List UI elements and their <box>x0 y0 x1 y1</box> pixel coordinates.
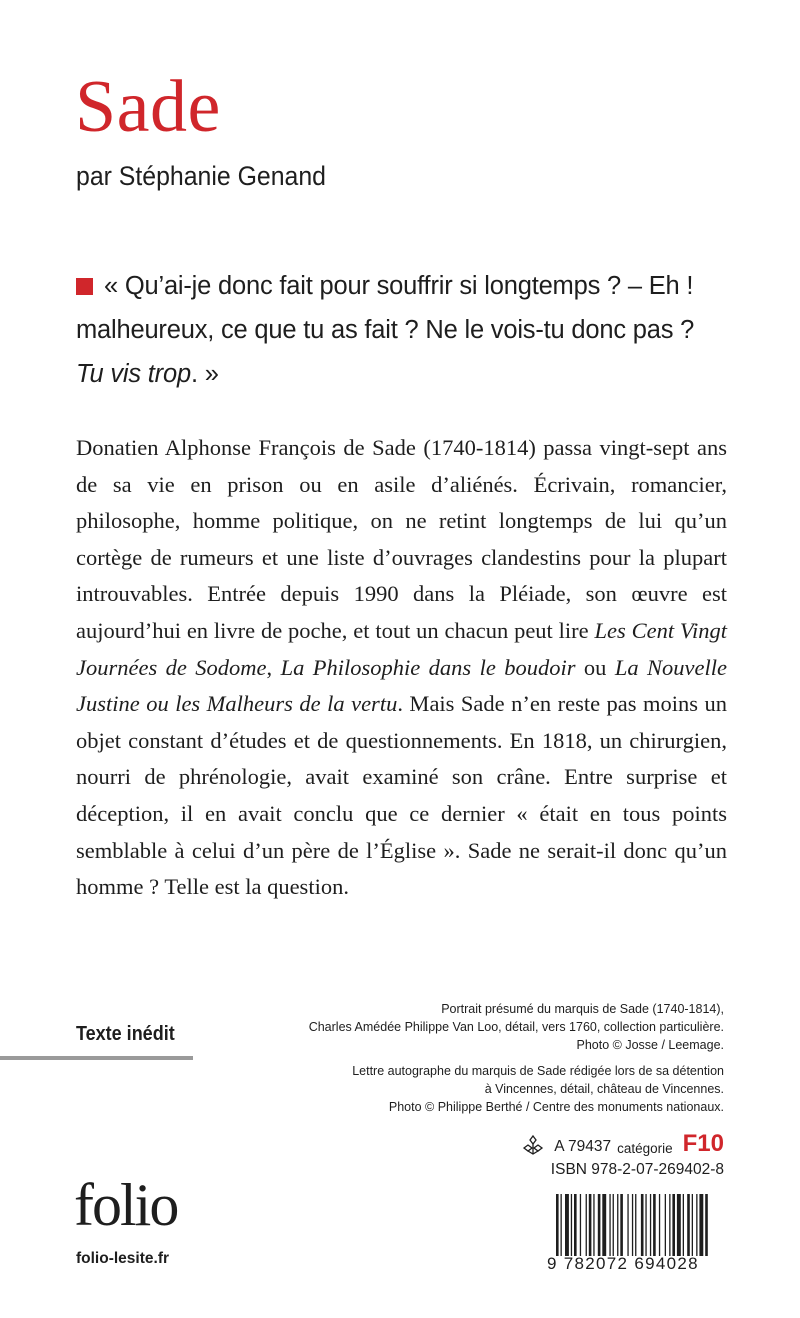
back-cover-blurb <box>76 430 727 906</box>
quote-line-2: malheureux, ce que tu as fait ? Ne le vois-tu donc pas ? <box>76 316 695 344</box>
category-code: F10 <box>682 1130 724 1157</box>
portrait-credit <box>264 1000 724 1054</box>
book-title: Sade <box>75 66 221 148</box>
blurb-part-1: Donatien Alphonse François de Sade (1740-1814) passa vingt-sept ans de sa vie en prison ou en asile d’aliénés. Écrivain, romancier, philosophe, homme politique, on ne retint longtemps de lui qu’un cortège de rumeurs et une liste d’ouvrages clandestins pour la plupart introuvables. Entrée depuis 1990 dans la Pléiade, son œuvre est aujourd’hui en livre de poche, et tout un chacun peut lire <box>76 435 727 643</box>
red-square-bullet-icon <box>76 278 93 295</box>
catalog-line <box>522 1130 724 1156</box>
quote-line-3-end: . » <box>190 360 219 388</box>
blurb-sep-1: , <box>266 654 281 680</box>
barcode-icon <box>556 1194 724 1256</box>
gallimard-logo-icon <box>522 1134 544 1156</box>
divider-rule <box>0 1056 193 1060</box>
barcode-digits: 9 782072 694028 <box>547 1254 699 1273</box>
letter-credit <box>264 1062 724 1116</box>
folio-logo: folio <box>74 1172 178 1238</box>
category-label: catégorie <box>617 1141 673 1156</box>
isbn: ISBN 978-2-07-269402-8 <box>550 1161 724 1178</box>
epigraph-quote <box>76 264 776 396</box>
blurb-part-2: . Mais Sade n’en reste pas moins un objet constant d’études et de questionnements. En 1818, un chirurgien, nourri de phrénologie, avait examiné son crâne. Entre surprise et déception, il en avait conclu que ce dernier « était en tous points semblable à celui d’un père de l’Église ». Sade ne serait-il donc qu’un homme ? Telle est la question. <box>76 691 728 900</box>
work-title-3: La Nouvelle Justine ou les Malheurs de la vertu <box>76 654 728 717</box>
credit-line: à Vincennes, détail, château de Vincennes. <box>484 1082 724 1096</box>
catalog-code: A 79437 <box>554 1138 612 1155</box>
texte-inedit-label: Texte inédit <box>76 1023 175 1045</box>
quote-italic: Tu vis trop <box>76 360 191 388</box>
credit-line: Photo © Philippe Berthé / Centre des monuments nationaux. <box>388 1100 724 1114</box>
author-line: par Stéphanie Genand <box>76 161 326 191</box>
website-link[interactable]: folio-lesite.fr <box>76 1250 170 1267</box>
credit-line: Portrait présumé du marquis de Sade (1740-1814), <box>441 1002 724 1016</box>
work-title-1: Les Cent Vingt Journées de Sodome <box>76 617 727 680</box>
credit-line: Charles Amédée Philippe Van Loo, détail, vers 1760, collection particulière. <box>308 1020 724 1034</box>
blurb-sep-2: ou <box>575 654 615 680</box>
credit-line: Photo © Josse / Leemage. <box>576 1038 724 1052</box>
quote-line-1: « Qu’ai-je donc fait pour souffrir si longtemps ? – Eh ! <box>104 272 694 300</box>
work-title-2: La Philosophie dans le boudoir <box>280 654 576 680</box>
credit-line: Lettre autographe du marquis de Sade rédigée lors de sa détention <box>352 1064 724 1078</box>
